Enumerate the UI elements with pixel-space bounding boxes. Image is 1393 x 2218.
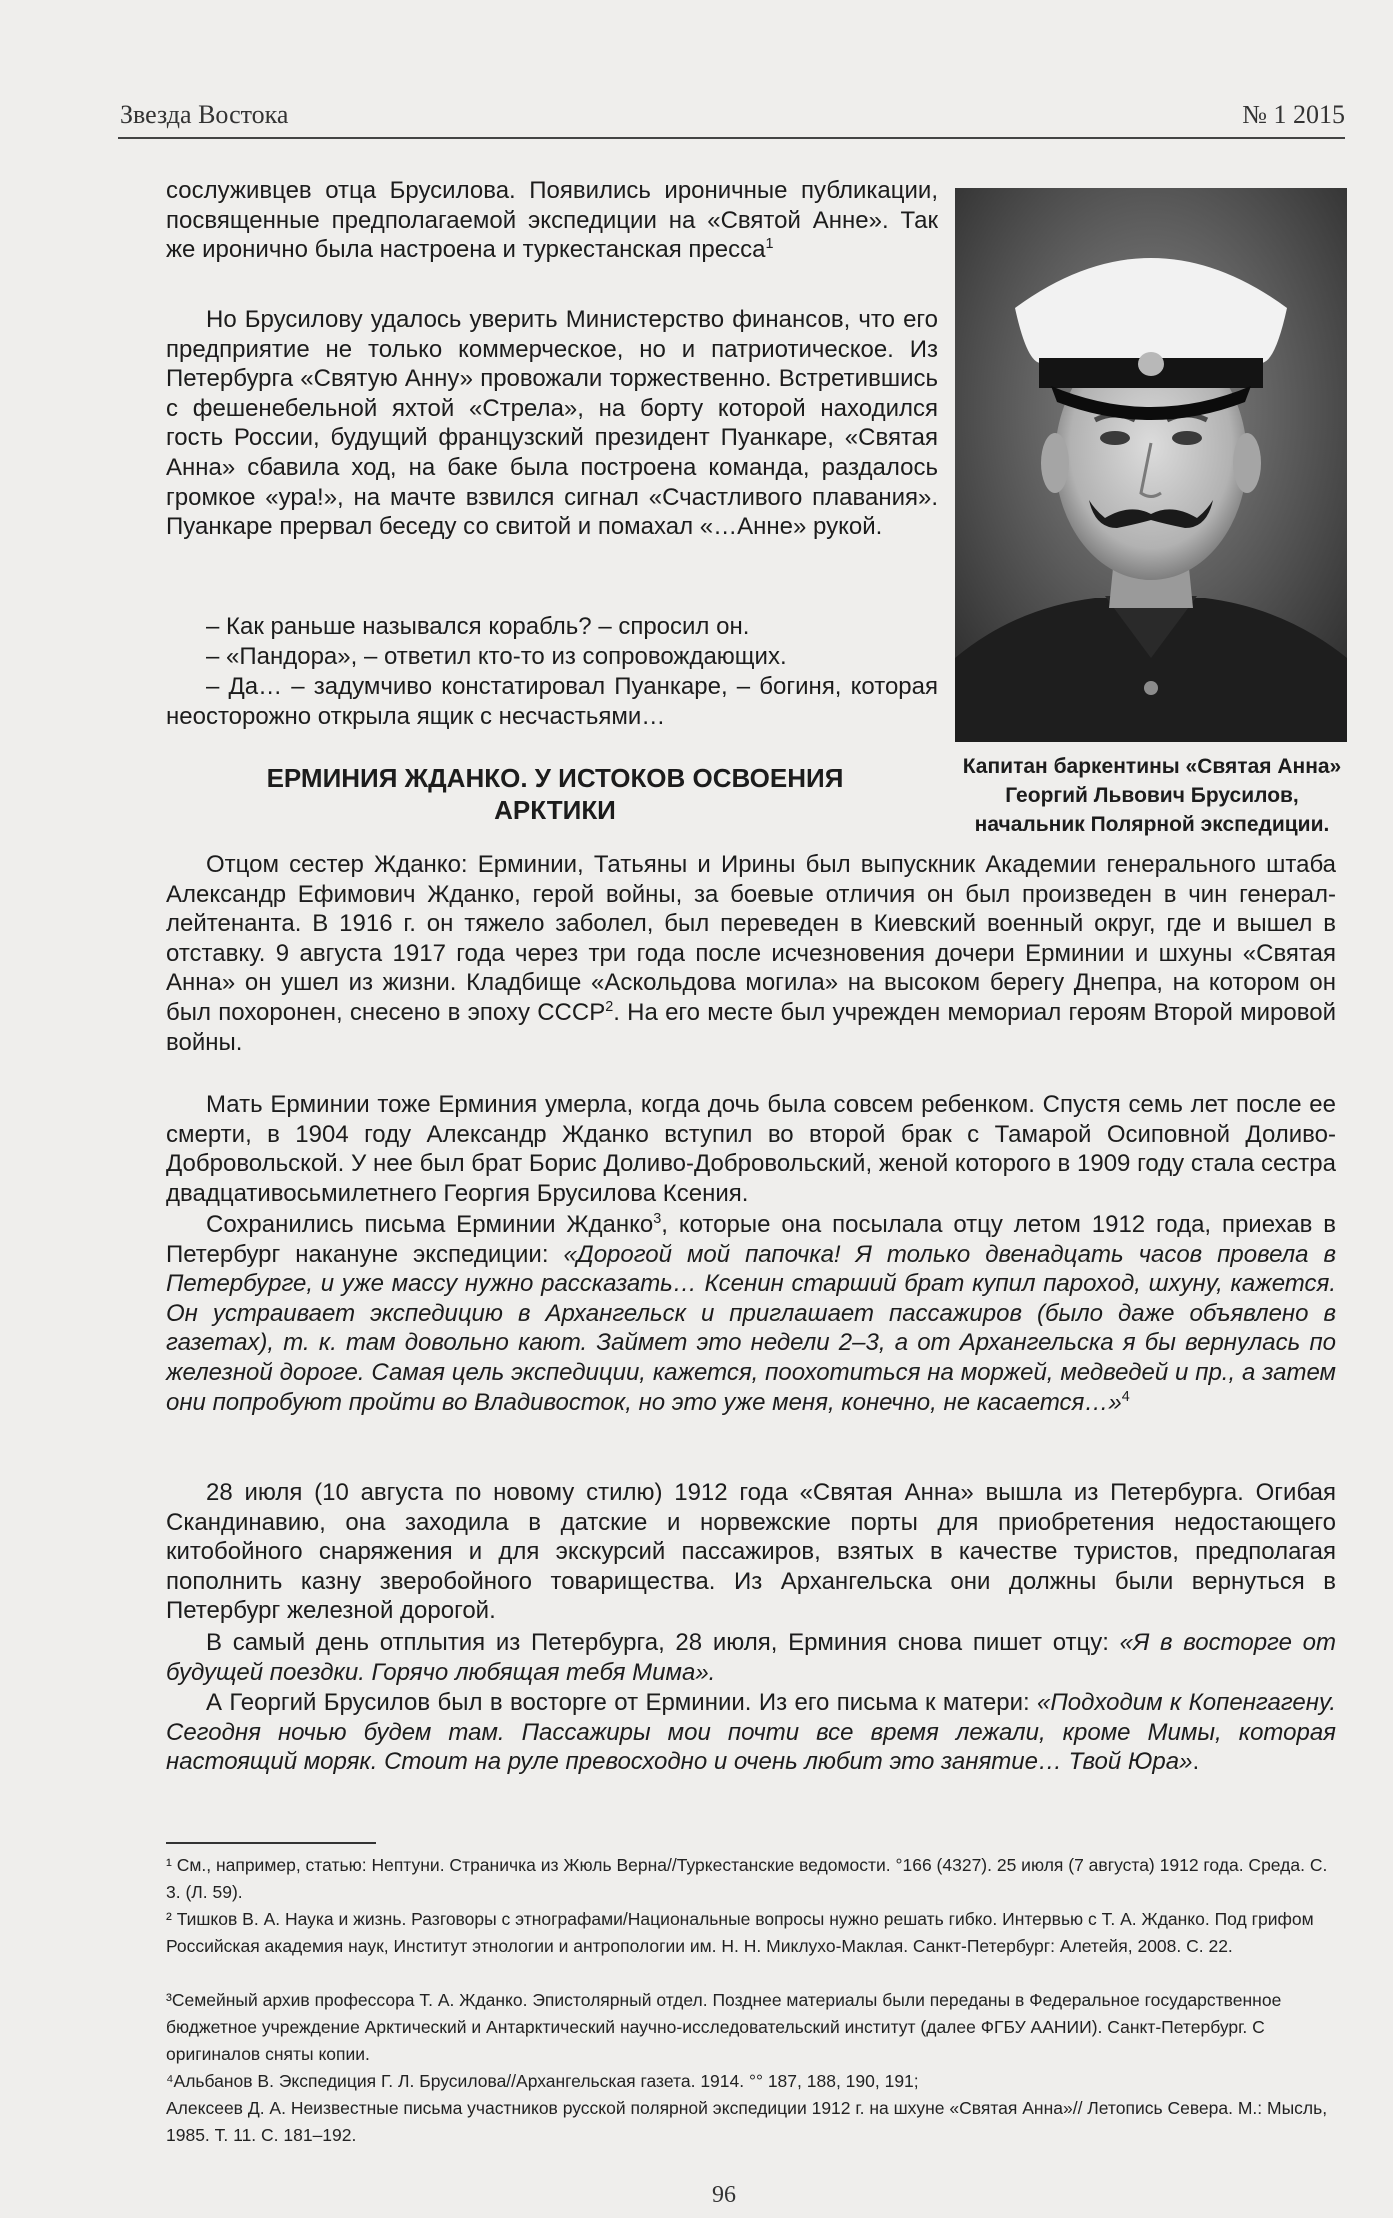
footnote-mark: 3 xyxy=(653,1211,662,1227)
dialogue-line-1 xyxy=(166,612,938,642)
text: – Да… – задумчиво констатировал Пуанкаре, – богиня, которая неосторожно открыла ящик с несчастьями… xyxy=(166,673,938,730)
portrait-photo xyxy=(955,188,1347,742)
paragraph-column-2 xyxy=(166,305,938,542)
paragraph-body-4 xyxy=(166,1478,1336,1626)
text: Но Брусилову удалось уверить Министерство финансов, что его предприятие не только коммерческое, но и патриотическое. Из Петербурга «Святую Анну» провожали торжественно. Встретившись с фешенебельной яхтой «Стрела», на борту которой находился гость России, будущий французский президент Пуанкаре, «Святая Анна» сбавила ход, на баке была построена команда, раздалось громкое «ура!», на мачте взвился сигнал «Счастливого плавания». Пуанкаре прервал беседу со свитой и помахал «…Анне» рукой. xyxy=(166,306,938,541)
footnote-mark: 4 xyxy=(1121,1388,1130,1405)
text: , которые она посылала отцу летом 1912 года, приехав в Петербург накануне экспедиции: xyxy=(166,1211,1336,1268)
text: – Как раньше назывался корабль? – спросил он. xyxy=(206,613,750,640)
header-rule xyxy=(118,137,1345,139)
text: сослуживцев отца Брусилова. Появились ироничные публикации, посвященные предполагаемой экспедиции на «Святой Анне». Так же иронично была настроена и туркестанская пресса xyxy=(166,177,938,264)
letter-quote: «Подходим к Копенгагену. Сегодня ночью будем там. Пассажиры мои почти все время лежали, кроме Мимы, которая настоящий моряк. Стоит на руле превосходно и очень любит это занятие… Твой Юра» xyxy=(166,1689,1337,1776)
paragraph-body-5 xyxy=(166,1628,1336,1687)
page-number: 96 xyxy=(712,2182,736,2208)
paragraph-body-1 xyxy=(166,850,1336,1057)
footnote-rule xyxy=(166,1842,376,1844)
letter-quote: «Я в восторге от будущей поездки. Горячо любящая тебя Мима». xyxy=(166,1629,1336,1686)
text: – «Пандора», – ответил кто-то из сопровождающих. xyxy=(206,643,787,670)
journal-title: Звезда Востока xyxy=(120,100,289,129)
footnote-4: ⁴Альбанов В. Экспедиция Г. Л. Брусилова//Архангельская газета. 1914. °° 187, 188, 190, 191; xyxy=(166,2071,919,2091)
section-title: ЕРМИНИЯ ЖДАНКО. У ИСТОКОВ ОСВОЕНИЯ АРКТИКИ xyxy=(266,763,844,825)
text: . На его месте был учрежден мемориал героям Второй мировой войны. xyxy=(166,998,1336,1056)
issue-number: № 1 2015 xyxy=(1242,100,1345,129)
dialogue-line-3 xyxy=(166,672,938,731)
paragraph-body-3 xyxy=(166,1210,1336,1417)
footnote-2: ² Тишков В. А. Наука и жизнь. Разговоры с этнографами/Национальные вопросы нужно решать гибко. Интервью с Т. А. Жданко. Под грифом Российская академия наук, Институт этнологии и антропологии им. Н. Н. Миклухо-Маклая. Санкт-Петербург: Алетейя, 2008. С. 22. xyxy=(166,1909,1314,1956)
text: Мать Ерминии тоже Ерминия умерла, когда дочь была совсем ребенком. Спустя семь лет после ее смерти, в 1904 году Александр Жданко вступил во второй брак с Тамарой Осиповной Доливо-Добровольской. У нее был брат Борис Доливо-Добровольский, женой которого в 1909 году стала сестра двадцативосьмилетнего Георгия Брусилова Ксения. xyxy=(166,1091,1336,1207)
text: Сохранились письма Ерминии Жданко xyxy=(206,1211,654,1238)
dialogue-line-2 xyxy=(166,642,938,672)
text: 28 июля (10 августа по новому стилю) 1912 года «Святая Анна» вышла из Петербурга. Огибая Скандинавию, она заходила в датские и норвежские порты для приобретения недостающего китобойного снаряжения и для экскурсий пассажиров, взятых в качестве туристов, предполагая пополнить казну зверобойного товарищества. Из Архангельска они должны были вернуться в Петербург железной дорогой. xyxy=(166,1479,1336,1625)
footnote-3: ³Семейный архив профессора Т. А. Жданко. Эпистолярный отдел. Позднее материалы были переданы в Федеральное государственное бюджетное учреждение Арктический и Антарктический научно-исследовательский институт (далее ФГБУ ААНИИ). Санкт-Петербург. С оригиналов сняты копии. xyxy=(166,1990,1282,2064)
footnote-mark: 2 xyxy=(605,998,614,1015)
paragraph-body-2 xyxy=(166,1090,1336,1208)
text: . xyxy=(1192,1748,1200,1776)
paragraph-column-1 xyxy=(166,176,938,265)
footnote-1: ¹ См., например, статью: Нептуни. Страничка из Жюль Верна//Туркестанские ведомости. °166 (4327). 25 июля (7 августа) 1912 года. Среда. С. 3. (Л. 59). xyxy=(166,1855,1328,1902)
paragraph-body-6 xyxy=(166,1688,1336,1777)
footnote-mark: 1 xyxy=(765,236,774,253)
footnote-5: Алексеев Д. А. Неизвестные письма участников русской полярной экспедиции 1912 г. на шхуне «Святая Анна»// Летопись Севера. М.: Мысль, 1985. Т. 11. С. 181–192. xyxy=(166,2098,1328,2145)
portrait-illustration xyxy=(955,188,1347,742)
text: В самый день отплытия из Петербурга, 28 июля, Ерминия снова пишет отцу: xyxy=(206,1629,1120,1656)
photo-caption: Капитан баркентины «Святая Анна» Георгий Львович Брусилов, начальник Полярной экспедиции. xyxy=(962,755,1342,836)
letter-quote: «Дорогой мой папочка! Я только двенадцать часов провела в Петербурге, и уже массу нужно рассказать… Ксенин старший брат купил пароход, шхуну, кажется. Он устраивает экспедицию в Архангельск и приглашает пассажиров (было даже объявлено в газетах), т. к. там довольно кают. Займет это недели 2–3, а от Архангельска я бы вернулась по железной дороге. Самая цель экспедиции, кажется, поохотиться на моржей, медведей и пр., а затем они попробуют пройти во Владивосток, но это уже меня, конечно, не касается…» xyxy=(166,1240,1336,1416)
text: А Георгий Брусилов был в восторге от Ерминии. Из его письма к матери: xyxy=(206,1689,1038,1716)
text: Отцом сестер Жданко: Ерминии, Татьяны и Ирины был выпускник Академии генерального штаба Александр Ефимович Жданко, герой войны, за боевые отличия он был произведен в чин генерал-лейтенанта. В 1916 г. он тяжело заболел, был переведен в Киевский военный округ, где и вышел в отставку. 9 августа 1917 года через три года после исчезновения дочери Ерминии и шхуны «Святая Анна» он ушел из жизни. Кладбище «Аскольдова могила» на высоком берегу Днепра, на котором он был похоронен, снесено в эпоху СССР xyxy=(166,851,1336,1026)
